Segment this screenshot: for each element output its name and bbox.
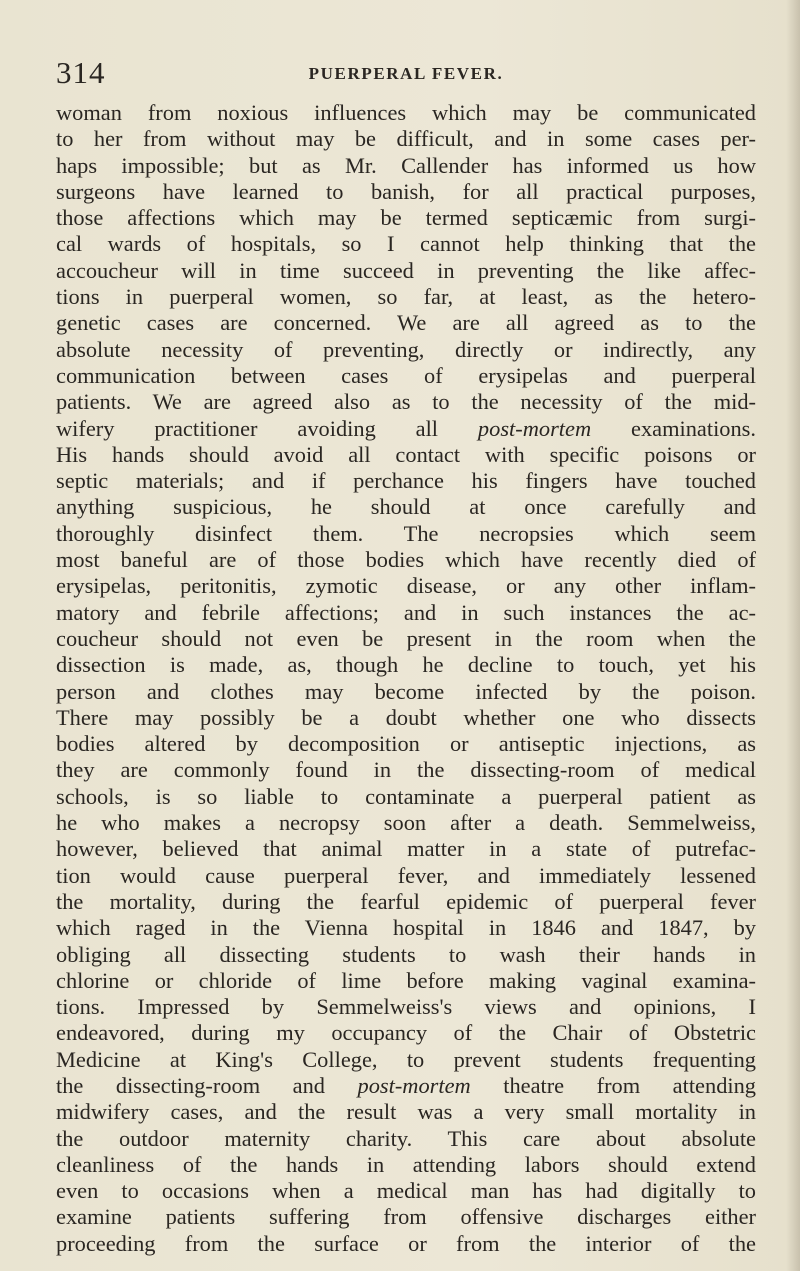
text-segment: chlorine or chloride of lime before making vaginal examina- (56, 967, 756, 993)
text-segment: obliging all dissecting students to wash their hands in (56, 941, 756, 967)
text-segment: the dissecting-room and (56, 1072, 358, 1098)
text-line (56, 863, 756, 889)
text-segment: theatre from attending (470, 1072, 756, 1098)
text-segment: schools, is so liable to contaminate a puerperal patient as (56, 783, 756, 809)
text-segment: thoroughly disinfect them. The necropsies which seem (56, 520, 756, 546)
text-segment: cleanliness of the hands in attending labors should extend (56, 1151, 756, 1177)
text-line (56, 915, 756, 941)
text-line (56, 1204, 756, 1230)
text-segment: There may possibly be a doubt whether one who dissects (56, 704, 756, 730)
text-segment: genetic cases are concerned. We are all agreed as to the (56, 310, 756, 336)
text-line (56, 600, 756, 626)
text-line (56, 363, 756, 389)
text-segment: accoucheur will in time succeed in preventing the like affec- (56, 257, 756, 283)
text-line (56, 100, 756, 126)
text-line (56, 179, 756, 205)
text-segment: tions. Impressed by Semmelweiss's views and opinions, I (56, 994, 756, 1020)
text-segment: those affections which may be termed septicæmic from surgi- (56, 205, 756, 231)
text-line (56, 284, 756, 310)
text-segment: Medicine at King's College, to prevent students frequenting (56, 1046, 756, 1072)
page-header (56, 56, 756, 90)
text-segment: endeavored, during my occupancy of the Chair of Obstetric (56, 1020, 756, 1046)
text-line (56, 836, 756, 862)
italic-term: post-mortem (477, 415, 592, 441)
page-number: 314 (56, 55, 106, 90)
text-segment: dissection is made, as, though he decline to touch, yet his (56, 652, 756, 678)
text-segment: the outdoor maternity charity. This care about absolute (56, 1125, 756, 1151)
text-segment: absolute necessity of preventing, directly or indirectly, any (56, 336, 756, 362)
text-line (56, 1126, 756, 1152)
text-segment: His hands should avoid all contact with specific poisons or (56, 441, 756, 467)
text-segment: they are commonly found in the dissecting-room of medical (56, 757, 756, 783)
text-line (56, 731, 756, 757)
text-segment: he who makes a necropsy soon after a death. Semmelweiss, (56, 810, 756, 836)
text-segment: tion would cause puerperal fever, and immediately lessened (56, 862, 756, 888)
text-line (56, 547, 756, 573)
text-segment: tions in puerperal women, so far, at least, as the hetero- (56, 284, 756, 310)
text-segment: septic materials; and if perchance his fingers have touched (56, 468, 756, 494)
text-segment: to her from without may be difficult, and in some cases per- (56, 126, 756, 152)
text-line (56, 810, 756, 836)
text-line (56, 205, 756, 231)
text-line (56, 968, 756, 994)
text-line (56, 889, 756, 915)
text-segment: erysipelas, peritonitis, zymotic disease, or any other inflam- (56, 573, 756, 599)
text-line (56, 1073, 756, 1099)
text-segment: even to occasions when a medical man has had digitally to (56, 1178, 756, 1204)
text-line (56, 757, 756, 783)
text-line (56, 679, 756, 705)
text-segment: proceeding from the surface or from the interior of the (56, 1230, 756, 1256)
text-line (56, 494, 756, 520)
text-line (56, 652, 756, 678)
text-line (56, 626, 756, 652)
text-segment: patients. We are agreed also as to the necessity of the mid- (56, 389, 756, 415)
text-line (56, 1020, 756, 1046)
text-segment: cal wards of hospitals, so I cannot help thinking that the (56, 231, 756, 257)
text-segment: anything suspicious, he should at once carefully and (56, 494, 756, 520)
text-line (56, 1178, 756, 1204)
text-segment: coucheur should not even be present in the room when the (56, 625, 756, 651)
text-line (56, 231, 756, 257)
text-segment: examine patients suffering from offensive discharges either (56, 1204, 756, 1230)
text-segment: examinations. (591, 415, 756, 441)
text-segment: haps impossible; but as Mr. Callender has informed us how (56, 152, 756, 178)
text-segment: surgeons have learned to banish, for all practical purposes, (56, 178, 756, 204)
text-line (56, 337, 756, 363)
text-line (56, 126, 756, 152)
text-segment: however, believed that animal matter in a state of putrefac- (56, 836, 756, 862)
text-segment: wifery practitioner avoiding all (56, 415, 478, 441)
text-segment: most baneful are of those bodies which have recently died of (56, 547, 756, 573)
text-line (56, 310, 756, 336)
italic-term: post-mortem (357, 1072, 471, 1098)
text-segment: which raged in the Vienna hospital in 1846 and 1847, by (56, 915, 756, 941)
body-text (56, 100, 756, 1257)
text-line (56, 1047, 756, 1073)
text-line (56, 784, 756, 810)
text-segment: bodies altered by decomposition or antiseptic injections, as (56, 731, 756, 757)
text-line (56, 153, 756, 179)
page-edge-shadow (786, 0, 800, 1271)
text-line (56, 468, 756, 494)
text-line (56, 573, 756, 599)
text-line (56, 258, 756, 284)
text-line (56, 705, 756, 731)
text-segment: woman from noxious influences which may be communicated (56, 100, 756, 125)
text-segment: matory and febrile affections; and in such instances the ac- (56, 599, 756, 625)
text-line (56, 416, 756, 442)
text-line (56, 442, 756, 468)
text-line (56, 1099, 756, 1125)
text-line (56, 1231, 756, 1257)
text-line (56, 521, 756, 547)
text-segment: the mortality, during the fearful epidemic of puerperal fever (56, 888, 756, 914)
text-segment: communication between cases of erysipelas and puerperal (56, 362, 756, 388)
running-head: PUERPERAL FEVER. (308, 64, 504, 83)
text-line (56, 994, 756, 1020)
text-segment: person and clothes may become infected by the poison. (56, 678, 756, 704)
text-line (56, 942, 756, 968)
text-segment: midwifery cases, and the result was a very small mortality in (56, 1099, 756, 1125)
text-line (56, 1152, 756, 1178)
text-line (56, 389, 756, 415)
